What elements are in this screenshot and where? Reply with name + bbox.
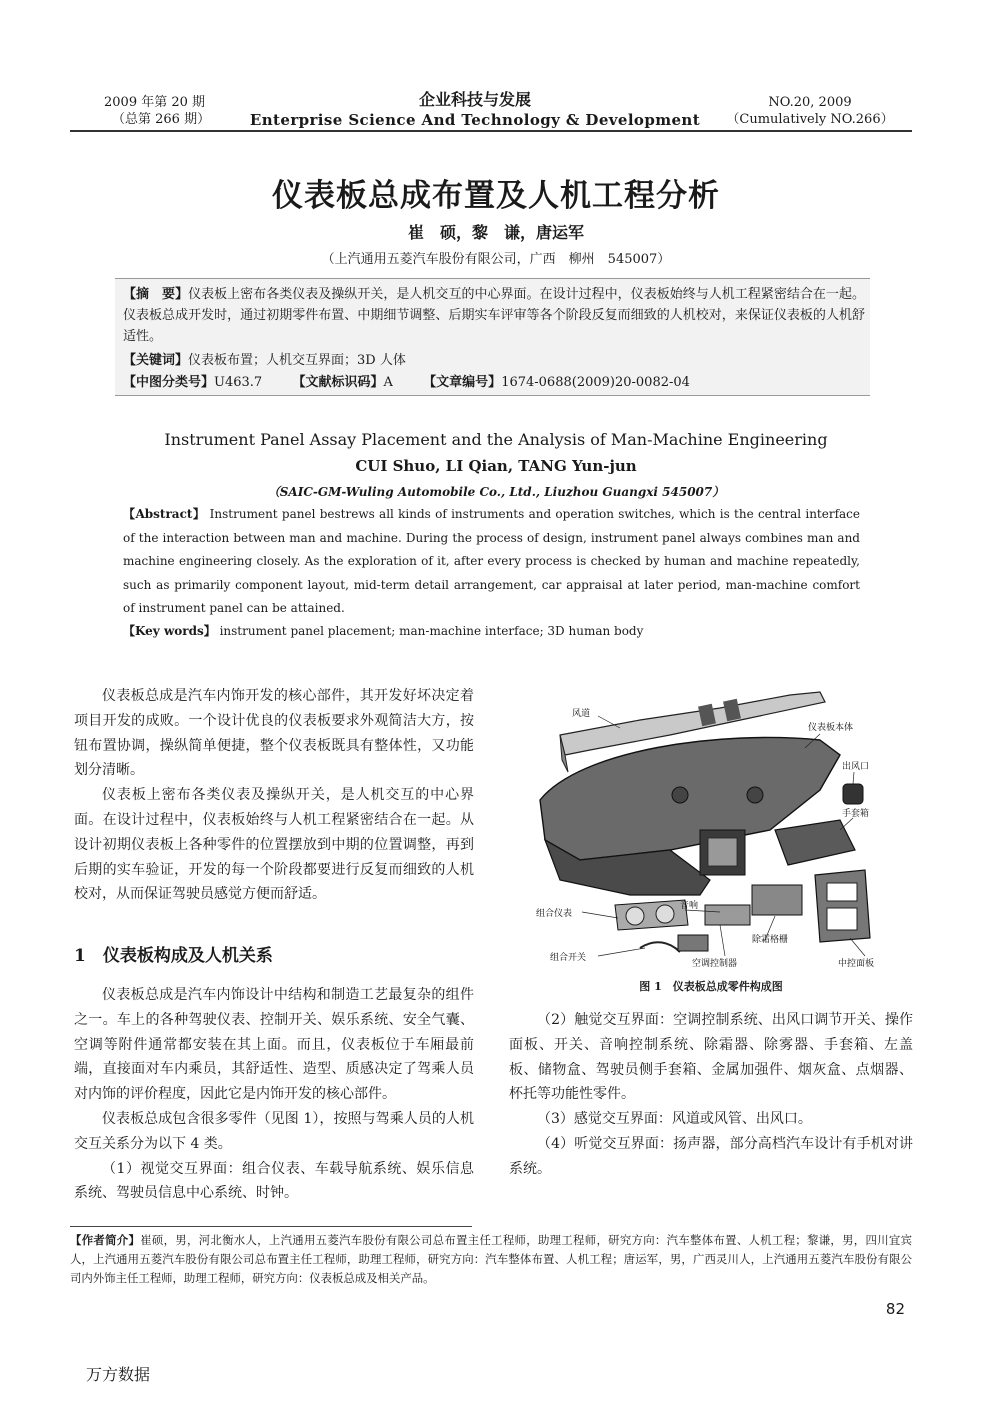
doc-label: 【文献标识码】 [292,375,384,390]
keywords-en-text: instrument panel placement; man-machine interface; 3D human body [215,624,644,638]
header-rule [70,130,912,132]
article-value: 1674-0688(2009)20-0082-04 [501,375,690,390]
journal-title [240,90,710,130]
affiliation-en: （SAIC-GM-Wuling Automobile Co., Ltd., Liuzhou Guangxi 545007） [267,485,725,499]
issue-number-en: NO.20, 2009 [768,95,852,110]
classification-line [123,372,865,393]
authors-en: CUI Shuo, LI Qian, TANG Yun-jun [355,457,637,475]
abstract-text: 仪表板上密布各类仪表及操纵开关，是人机交互的中心界面。在设计过程中，仪表板始终与人机工程紧密结合在一起。仪表板总成开发时，通过初期零件布置、中期细节调整、后期实车评审等各个阶段反复而细致的人机校对，来保证仪表板的人机舒适性。 [123,287,865,344]
issue-cumulative: （总第 266 期） [112,112,211,127]
journal-title-cn: 企业科技与发展 [418,90,531,109]
authors-cn: 崔 硕，黎 谦，唐运军 [407,223,584,242]
abstract-label: 【摘 要】 [123,287,189,302]
issue-cumulative-en: （Cumulatively NO.266） [726,112,894,127]
article-label: 【文章编号】 [423,375,502,390]
label-defrost-grille: 除霜格栅 [752,935,789,945]
paragraph: 仪表板总成是汽车内饰设计中结构和制造工艺最复杂的组件之一。车上的各种驾驶仪表、控制开关、娱乐系统、安全气囊、空调等附件通常都安装在其上面。而且，仪表板位于车厢最前端，直接面对车内乘员，其舒适性、造型、质感决定了驾乘人员对内饰的评价程度，因此它是内饰开发的核心部件。 [74,987,474,1103]
abstract-en-text: Instrument panel bestrews all kinds of instruments and operation switches, which is the central interface of the interaction between man and machine. During the process of design, instrument panel always combines man and machine engineering closely. As the exploration of it, after every process is checked by human and machine repeatedly, such as primarily component layout, mid-term detail arrangement, car appraisal at later period, man-machine comfort of instrument panel can be attained. [123,507,860,615]
cls-value: U463.7 [214,375,263,390]
right-column-text [509,1008,913,1182]
issue-info [104,94,210,128]
abstract-en-label: 【Abstract】 [123,507,206,521]
label-panel-body: 仪表板本体 [808,723,854,733]
paragraph: （3）感觉交互界面：风道或风管、出风口。 [537,1111,812,1128]
paragraph: （1）视觉交互界面：组合仪表、车载导航系统、娱乐信息系统、驾驶员信息中心系统、时钟。 [74,1160,474,1202]
paragraph: 仪表板上密布各类仪表及操纵开关，是人机交互的中心界面。在设计过程中，仪表板始终与人机工程紧密结合在一起。从设计初期仪表板上各种零件的位置摆放到中期的位置调整，再到后期的实车验证，开发的每一个阶段都要进行反复而细致的人机校对，从而保证驾驶员感觉方便而舒适。 [74,787,474,903]
watermark: 万方数据 [86,1365,151,1384]
label-climate-controller: 空调控制器 [692,959,738,969]
figure-1 [520,680,890,970]
footnote-rule [70,1226,472,1227]
instrument-panel-exploded-diagram [520,680,890,970]
keywords-en [123,621,860,641]
label-center-bezel: 中控面板 [838,959,875,969]
page-number: 82 [885,1300,905,1318]
paragraph: 仪表板总成是汽车内饰开发的核心部件，其开发好坏决定着项目开发的成败。一个设计优良的仪表板要求外观简洁大方，按钮布置协调，操纵简单便捷，整个仪表板既具有整体性，又功能划分清晰。 [74,688,474,779]
affiliation-cn: （上汽通用五菱汽车股份有限公司，广西 柳州 545007） [321,252,671,267]
paragraph: （2）触觉交互界面：空调控制系统、出风口调节开关、操作面板、开关、音响控制系统、除霜器、除雾器、手套箱、左盖板、储物盒、驾驶员侧手套箱、金属加强件、烟灰盒、点烟器、杯托等功能性零件。 [509,1012,913,1103]
label-glove-box: 手套箱 [842,809,870,819]
label-cluster: 组合仪表 [536,909,573,919]
label-vent: 出风口 [842,762,870,772]
paper-title-cn: 仪表板总成布置及人机工程分析 [272,178,720,214]
footnote-text: 崔硕，男，河北衡水人，上汽通用五菱汽车股份有限公司总布置主任工程师，助理工程师，研究方向：汽车整体布置、人机工程；黎谦，男，四川宜宾人，上汽通用五菱汽车股份有限公司总布置主任工程师，助理工程师，研究方向：汽车整体布置、人机工程；唐运军，男，广西灵川人，上汽通用五菱汽车股份有限公司内外饰主任工程师，助理工程师，研究方向：仪表板总成及相关产品。 [70,1233,912,1285]
intro-text [74,684,474,907]
keywords-cn [123,350,865,371]
abstract-cn [123,284,865,347]
footnote-label: 【作者简介】 [70,1233,141,1247]
journal-title-en: Enterprise Science And Technology & Development [249,111,701,129]
label-combination-switch: 组合开关 [550,953,587,963]
section-heading: 1 仪表板构成及人机关系 [74,946,273,966]
author-footnote [70,1231,912,1288]
keywords-label: 【关键词】 [123,353,189,368]
paragraph: （4）听觉交互界面：扬声器，部分高档汽车设计有手机对讲系统。 [509,1135,913,1177]
abstract-en [123,503,860,621]
cls-label: 【中图分类号】 [123,375,215,390]
paper-title-en: Instrument Panel Assay Placement and the Analysis of Man-Machine Engineering [164,430,828,449]
keywords-en-label: 【Key words】 [123,624,216,638]
section-1-text [74,983,474,1206]
keywords-text: 仪表板布置；人机交互界面；3D 人体 [188,353,406,368]
label-audio: 音响 [680,901,699,911]
paragraph: 仪表板总成包含很多零件（见图 1），按照与驾乘人员的人机交互关系分为以下 4 类。 [74,1110,474,1152]
figure-caption: 图 1 仪表板总成零件构成图 [639,980,783,993]
issue-number: 2009 年第 20 期 [104,95,206,110]
label-duct: 风道 [572,709,591,719]
issue-info-en [720,94,900,128]
doc-value: A [383,375,393,390]
